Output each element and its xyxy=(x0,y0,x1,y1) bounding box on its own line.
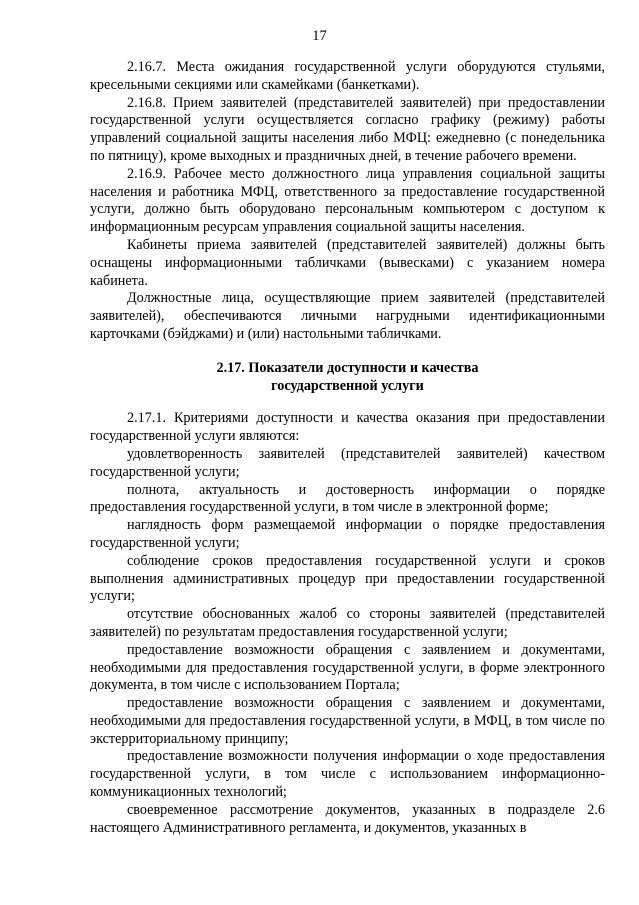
criterion-forms-clarity: наглядность форм размещаемой информации о порядке предоставления государственной услуги; xyxy=(90,517,605,551)
criterion-satisfaction: удовлетворенность заявителей (представителей заявителей) качеством государственной услуги; xyxy=(90,445,605,480)
paragraph-2-16-8: 2.16.8. Прием заявителей (представителей заявителей) при предоставлении государственной услуги осуществляется согласно графику (режиму) работы управлений социальной защиты населения либо МФЦ: ежедневно (с понедельника по пятницу), кроме выходных и праздничных дней, в течение рабочего времени. xyxy=(90,94,605,164)
page-number: 17 xyxy=(312,28,327,44)
paragraph-2-16-7: 2.16.7. Места ожидания государственной услуги оборудуются стульями, кресельными секциями или скамейками (банкетками). xyxy=(90,59,605,93)
criterion-no-complaints: отсутствие обоснованных жалоб со стороны заявителей (представителей заявителей) по результатам предоставления государственной услуги; xyxy=(90,606,605,640)
criterion-information-completeness: полнота, актуальность и достоверность информации о порядке предоставления государственной услуги, в том числе в электронной форме; xyxy=(90,481,605,516)
criterion-progress-information: предоставление возможности получения информации о ходе предоставления государственной услуги, в том числе с использованием информационно-коммуникационных технологий; xyxy=(90,748,605,801)
section-heading-line-2: государственной услуги xyxy=(271,377,424,394)
section-heading-2-17 xyxy=(90,360,605,396)
criterion-deadlines: соблюдение сроков предоставления государственной услуги и сроков выполнения административных процедур при предоставлении государственной услуги; xyxy=(90,552,605,605)
criterion-electronic-submission: предоставление возможности обращения с заявлением и документами, необходимыми для предоставления государственной услуги, в форме электронного документа, в том числе с использованием Портала; xyxy=(90,641,605,694)
document-body xyxy=(90,59,605,837)
paragraph-officials: Должностные лица, осуществляющие прием заявителей (представителей заявителей), обеспечиваются личными нагрудными идентификационными карточками (бэйджами) и (или) настольными табличками. xyxy=(90,290,605,342)
criterion-mfc-submission: предоставление возможности обращения с заявлением и документами, необходимыми для предоставления государственной услуги, в МФЦ, в том числе по экстерриториальному принципу; xyxy=(90,695,605,747)
criterion-timely-review: своевременное рассмотрение документов, указанных в подразделе 2.6 настоящего Административного регламента, и документов, указанных в xyxy=(90,801,605,836)
paragraph-2-16-9: 2.16.9. Рабочее место должностного лица управления социальной защиты населения и работника МФЦ, ответственного за предоставление государственной услуги, должно быть оборудовано персональным компьютером с доступом к информационным ресурсам управления социальной защиты населения. xyxy=(90,165,605,236)
paragraph-2-17-1: 2.17.1. Критериями доступности и качества оказания при предоставлении государственной услуги являются: xyxy=(90,410,605,445)
paragraph-cabinets: Кабинеты приема заявителей (представителей заявителей) должны быть оснащены информационными табличками (вывесками) с указанием номера кабинета. xyxy=(90,236,605,289)
section-heading-line-1: 2.17. Показатели доступности и качества xyxy=(216,359,479,376)
